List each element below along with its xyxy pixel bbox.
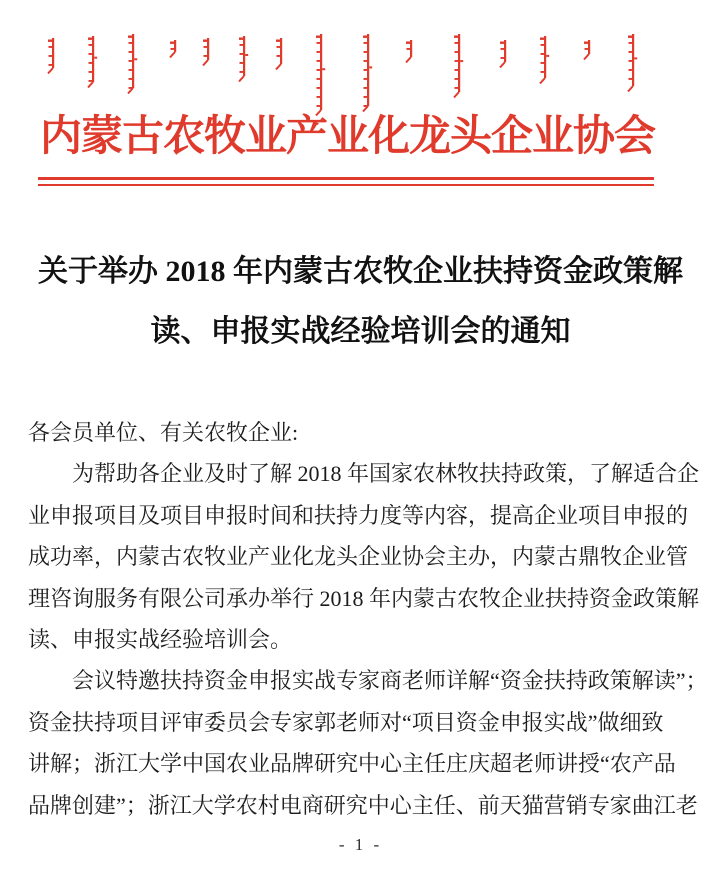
- body-line: 读、申报实战经验培训会。: [28, 626, 293, 652]
- letterhead-divider-thin: [38, 184, 654, 186]
- page-number: - 1 -: [338, 835, 383, 854]
- body-line: 资金扶持项目评审委员会专家郭老师对“项目资金申报实战”做细致: [28, 709, 664, 735]
- notice-title-line2: 读、申报实战经验培训会的通知: [150, 315, 571, 348]
- notice-title-line1: 关于举办 2018 年内蒙古农牧企业扶持资金政策解: [38, 255, 683, 288]
- notice-body: [28, 412, 708, 826]
- organization-name: 内蒙古农牧业产业化龙头企业协会: [40, 114, 656, 160]
- body-line: 理咨询服务有限公司承办举行 2018 年内蒙古农牧企业扶持资金政策解: [28, 585, 700, 611]
- body-line: 会议特邀扶持资金申报实战专家商老师详解“资金扶持政策解读”；: [72, 668, 708, 694]
- body-line: 品牌创建”；浙江大学农村电商研究中心主任、前天猫营销专家曲江老: [28, 792, 698, 818]
- body-line: 各会员单位、有关农牧企业:: [28, 420, 299, 445]
- letterhead-divider-thick: [38, 177, 654, 180]
- body-line: 业申报项目及项目申报时间和扶持力度等内容，提高企业项目申报的: [28, 502, 689, 528]
- body-line: 为帮助各企业及时了解 2018 年国家农林牧扶持政策，了解适合企: [72, 461, 700, 487]
- body-line: 讲解；浙江大学中国农业品牌研究中心主任庄庆超老师讲授“农产品: [28, 751, 676, 777]
- body-line: 成功率，内蒙古农牧业产业化龙头企业协会主办，内蒙古鼎牧企业管: [28, 544, 689, 570]
